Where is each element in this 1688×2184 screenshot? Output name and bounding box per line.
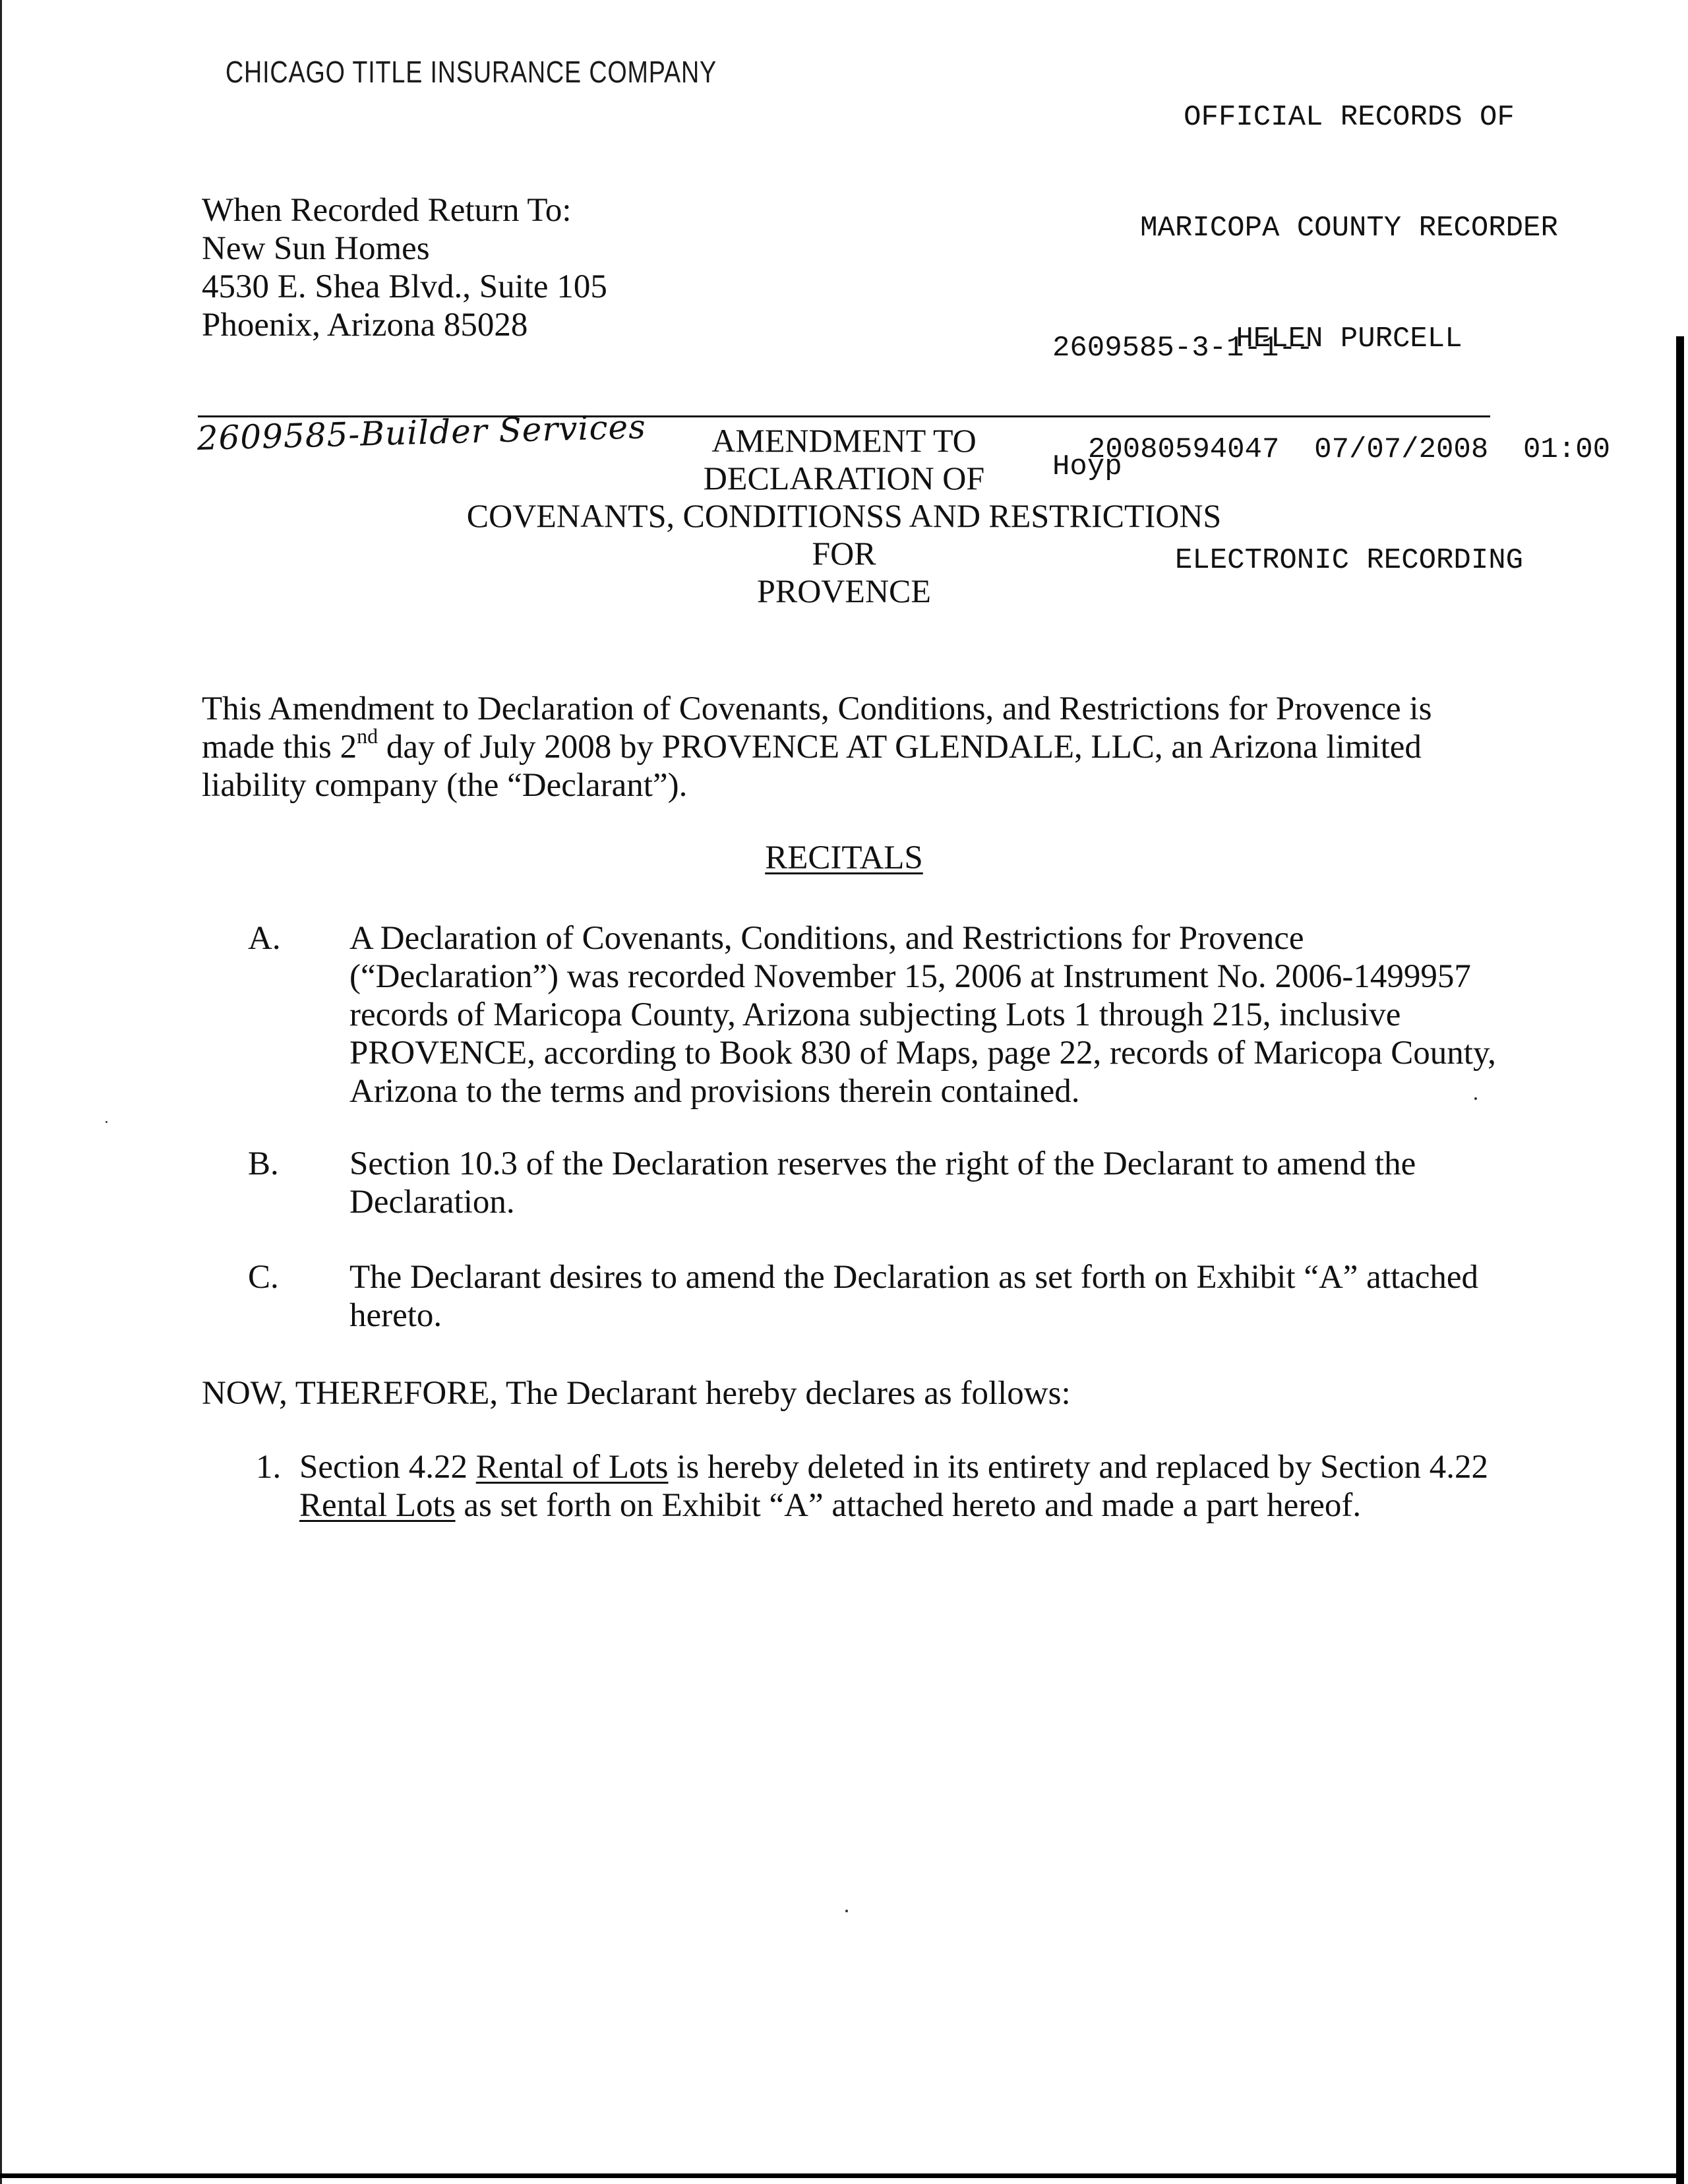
return-heading: When Recorded Return To: <box>202 192 572 229</box>
recorder-line: OFFICIAL RECORDS OF <box>1184 101 1515 134</box>
return-line: Phoenix, Arizona 85028 <box>202 307 528 344</box>
ordinal-suffix: nd <box>357 724 378 748</box>
recitals-heading: RECITALS <box>765 839 923 876</box>
scan-left-edge <box>0 0 2 2184</box>
title-line: PROVENCE <box>757 572 931 609</box>
recital-letter: B. <box>248 1145 279 1182</box>
intro-line <box>202 724 1432 766</box>
now-therefore-line: NOW, THEREFORE, The Declarant hereby declares as follows: <box>202 1375 1071 1412</box>
document-title <box>448 422 1240 610</box>
scan-bottom-edge <box>0 2173 1684 2178</box>
numbered-text: is hereby deleted in its entirety and replaced by Section 4.22 <box>668 1449 1488 1486</box>
return-line: New Sun Homes <box>202 230 430 267</box>
intro-text: made this 2 <box>202 729 357 766</box>
intro-text: day of July 2008 by PROVENCE AT GLENDALE, LLC, an Arizona limited <box>378 729 1422 766</box>
recording-code: Hoyp <box>1052 450 1122 483</box>
numbered-item <box>299 1448 1488 1525</box>
recital-item <box>349 1258 1478 1335</box>
intro-paragraph <box>202 690 1432 804</box>
recital-item <box>349 919 1496 1110</box>
recital-line: Arizona to the terms and provisions therein contained. <box>349 1073 1080 1110</box>
title-line: FOR <box>812 535 876 572</box>
title-line: AMENDMENT TO <box>711 422 977 459</box>
recorder-line: MARICOPA COUNTY RECORDER <box>1140 212 1558 245</box>
numbered-text: Section 4.22 <box>299 1449 476 1486</box>
recorder-line: ELECTRONIC RECORDING <box>1174 544 1524 577</box>
recital-line: PROVENCE, according to Book 830 of Maps, page 22, records of Maricopa County, <box>349 1035 1496 1072</box>
scan-speck <box>845 1910 848 1912</box>
recording-code: 2609585-3-1-1-- <box>1052 332 1314 365</box>
handwritten-note: 2609585-Builder Services <box>196 408 647 458</box>
recital-line: The Declarant desires to amend the Declaration as set forth on Exhibit “A” attached <box>349 1259 1479 1296</box>
intro-line: This Amendment to Declaration of Covenants, Conditions, and Restrictions for Provence is <box>202 690 1432 727</box>
recital-line: records of Maricopa County, Arizona subjecting Lots 1 through 215, inclusive <box>349 996 1401 1033</box>
recital-line: (“Declaration”) was recorded November 15, 2006 at Instrument No. 2006-1499957 <box>349 958 1471 995</box>
title-line: DECLARATION OF <box>703 460 985 497</box>
return-line: 4530 E. Shea Blvd., Suite 105 <box>202 268 607 305</box>
section-title-underlined: Rental of Lots <box>475 1449 669 1486</box>
scan-speck <box>106 1121 107 1123</box>
intro-line: liability company (the “Declarant”). <box>202 767 688 804</box>
company-stamp: CHICAGO TITLE INSURANCE COMPANY <box>226 55 717 89</box>
numbered-line <box>299 1486 1488 1525</box>
scan-speck <box>1474 1097 1477 1100</box>
numbered-text: as set forth on Exhibit “A” attached hereto and made a part hereof. <box>455 1487 1362 1524</box>
recital-line: A Declaration of Covenants, Conditions, and Restrictions for Provence <box>349 920 1304 957</box>
numbered-marker: 1. <box>256 1449 282 1486</box>
scan-right-edge <box>1676 336 1684 2184</box>
recording-number-line: 20080594047 07/07/2008 01:00 <box>1087 433 1611 466</box>
recital-item <box>349 1145 1416 1221</box>
recital-letter: A. <box>248 920 281 957</box>
numbered-line <box>299 1448 1488 1486</box>
recital-line: Declaration. <box>349 1184 515 1221</box>
title-line: COVENANTS, CONDITIONSS AND RESTRICTIONS <box>466 497 1222 534</box>
section-title-underlined: Rental Lots <box>299 1487 456 1524</box>
recital-letter: C. <box>248 1259 279 1296</box>
recital-line: hereto. <box>349 1297 442 1334</box>
recital-line: Section 10.3 of the Declaration reserves the right of the Declarant to amend the <box>349 1145 1416 1182</box>
recorder-line: HELEN PURCELL <box>1236 322 1462 355</box>
return-address-block <box>202 191 607 344</box>
